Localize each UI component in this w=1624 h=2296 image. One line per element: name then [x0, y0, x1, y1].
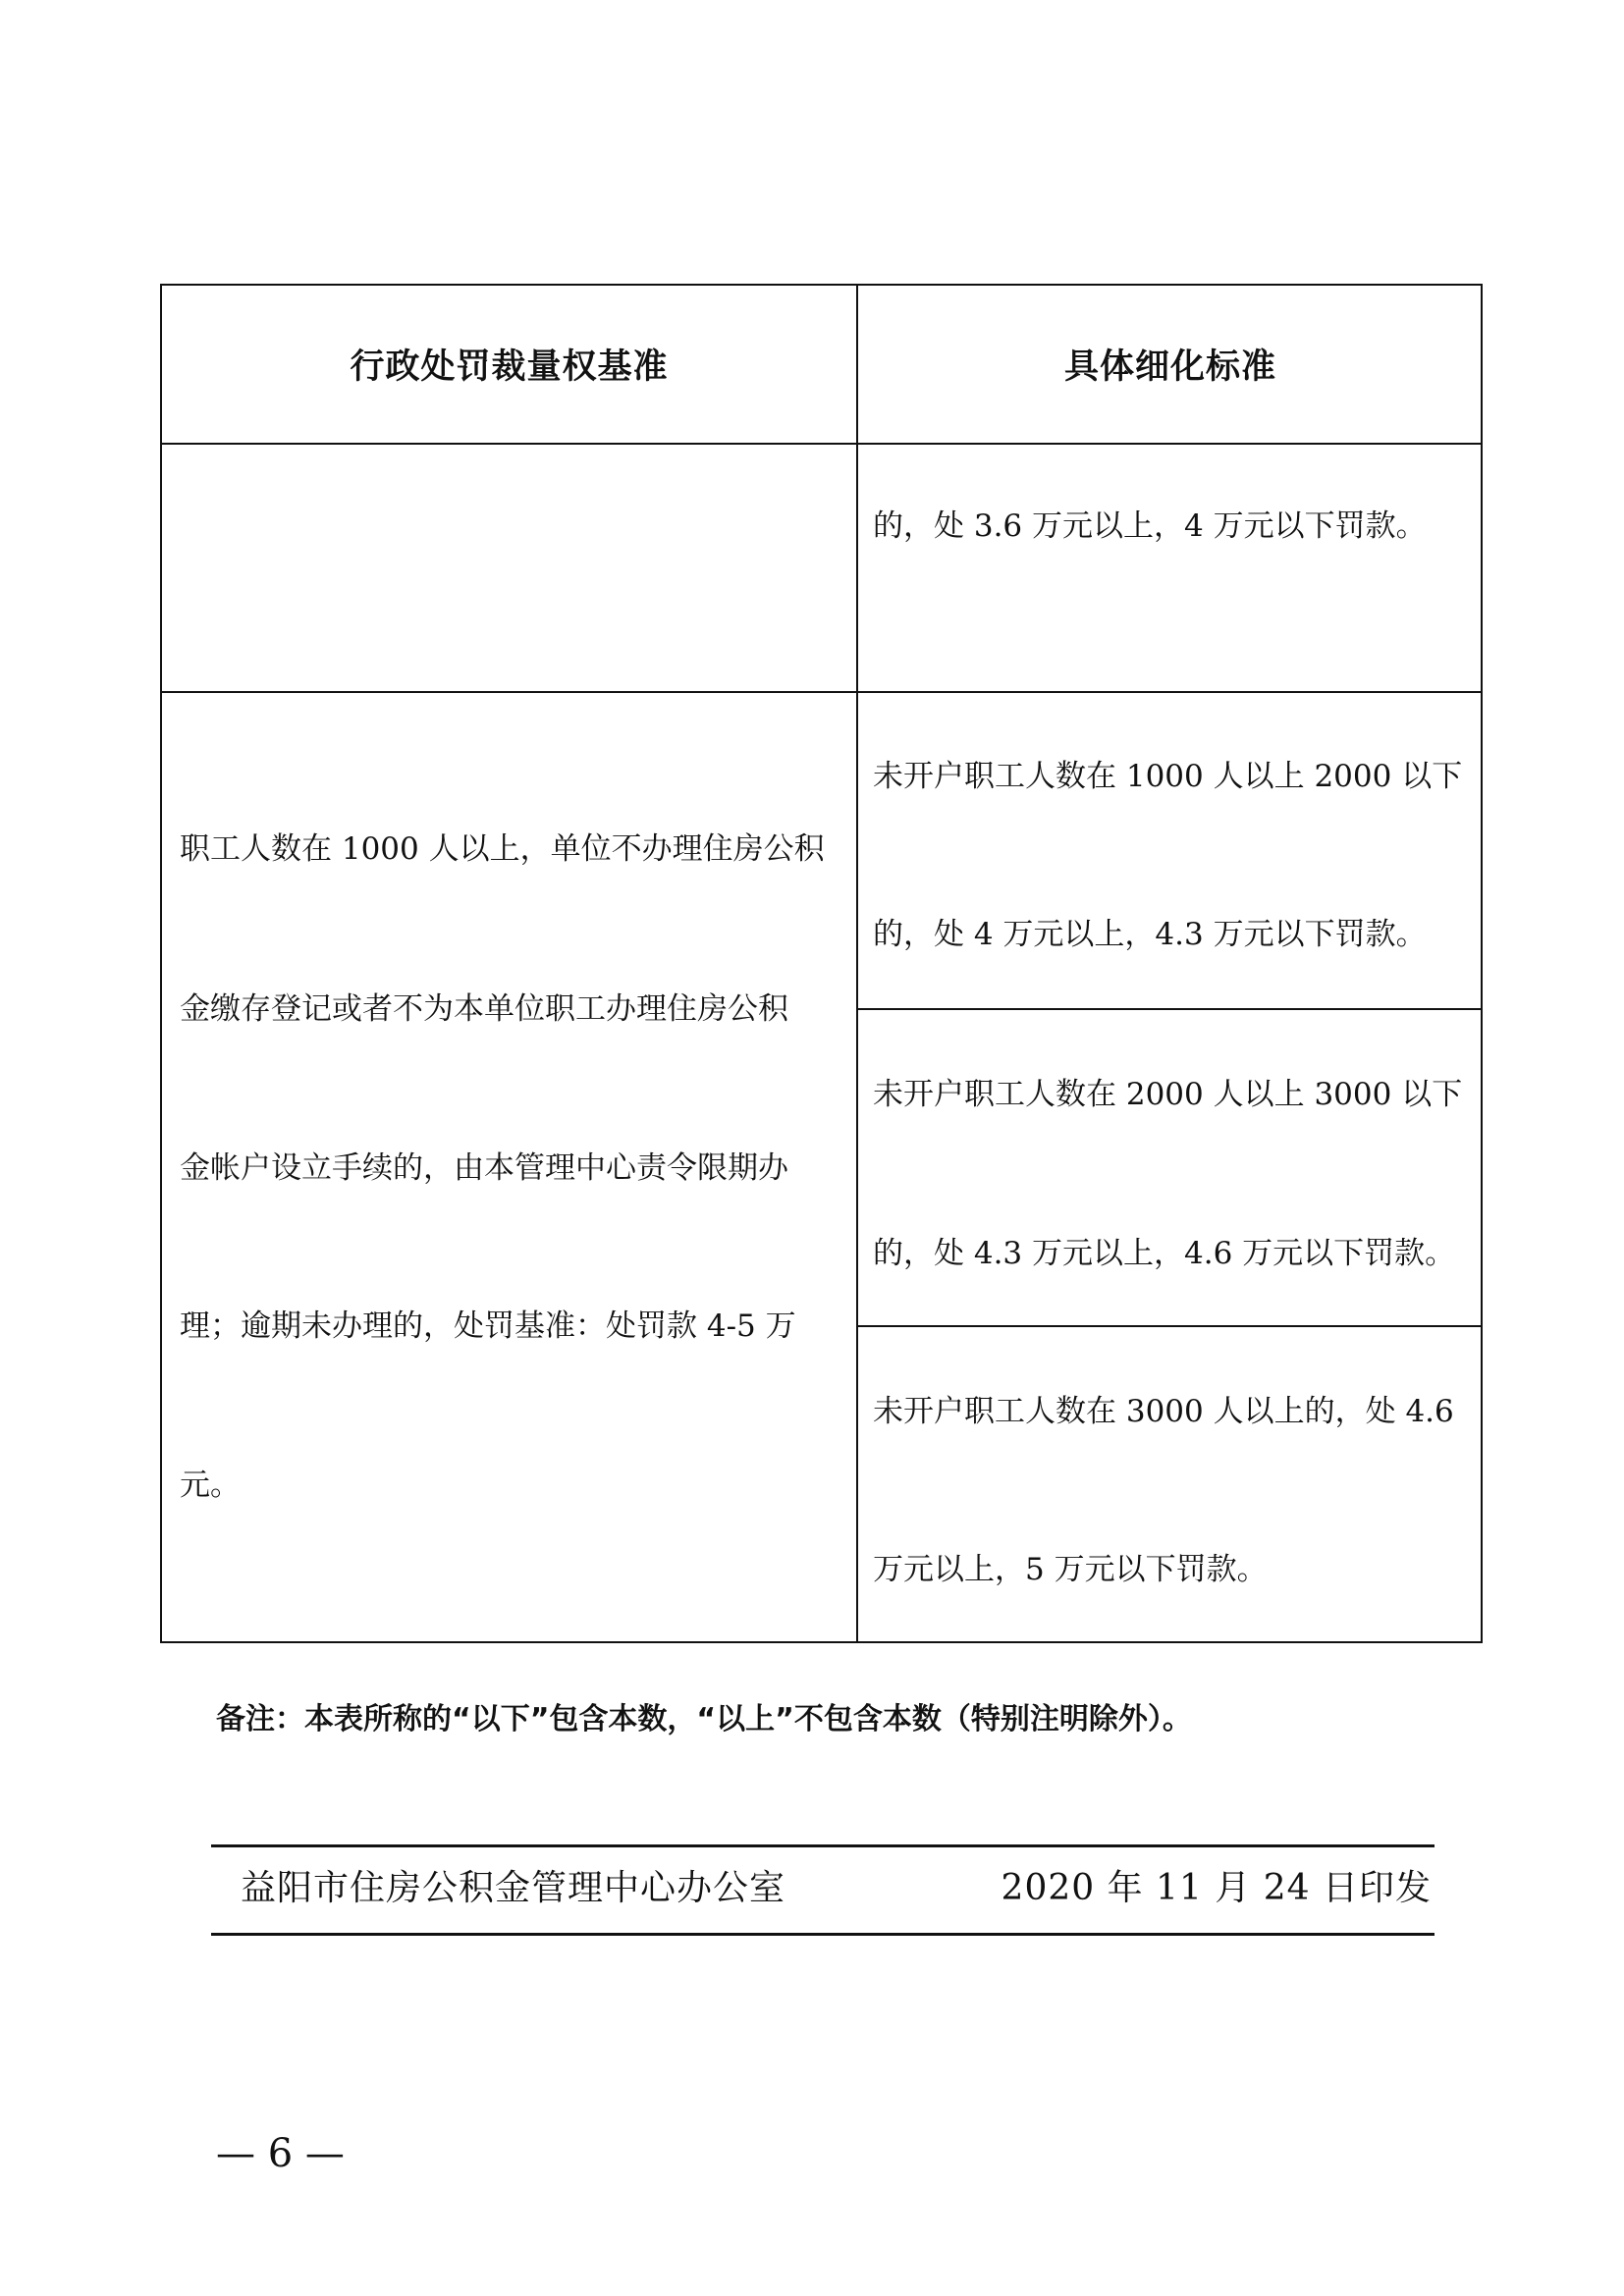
row2-right-item-1-line1: 未开户职工人数在 1000 人以上 2000 以下	[873, 759, 1463, 794]
table-column-divider	[856, 286, 858, 1641]
row2-right-divider-2	[858, 1325, 1483, 1327]
table-header-discretion-standard: 行政处罚裁量权基准	[350, 347, 669, 387]
row2-right-item-3-line1: 未开户职工人数在 3000 人以上的，处 4.6	[873, 1394, 1454, 1429]
issue-date: 2020 年 11 月 24 日印发	[1001, 1868, 1432, 1908]
table-footnote: 备注：本表所称的“以下”包含本数，“以上”不包含本数（特别注明除外）。	[216, 1702, 1192, 1736]
penalty-standards-table	[160, 284, 1483, 1643]
row2-left-line: 元。	[180, 1468, 241, 1503]
row2-right-divider-1	[858, 1008, 1483, 1010]
row2-left-line: 金帐户设立手续的，由本管理中心责令限期办	[180, 1150, 788, 1186]
table-row1-divider	[162, 691, 1481, 693]
row2-right-item-2-line1: 未开户职工人数在 2000 人以上 3000 以下	[873, 1077, 1463, 1112]
issuing-office: 益阳市住房公积金管理中心办公室	[241, 1868, 786, 1908]
row2-left-line: 职工人数在 1000 人以上，单位不办理住房公积	[180, 831, 825, 867]
imprint-bottom-rule	[211, 1933, 1435, 1936]
row2-right-item-2-line2: 的，处 4.3 万元以上，4.6 万元以下罚款。	[873, 1236, 1456, 1271]
imprint-top-rule	[211, 1844, 1435, 1847]
row2-right-item-1-line2: 的，处 4 万元以上，4.3 万元以下罚款。	[873, 917, 1427, 952]
row2-left-line: 理；逾期未办理的，处罚基准：处罚款 4-5 万	[180, 1308, 796, 1344]
page-number: — 6 —	[216, 2131, 345, 2176]
table-header-divider	[162, 443, 1481, 445]
row2-left-line: 金缴存登记或者不为本单位职工办理住房公积	[180, 991, 788, 1027]
table-header-detailed-standard: 具体细化标准	[1063, 347, 1276, 387]
row2-right-item-3-line2: 万元以上，5 万元以下罚款。	[873, 1552, 1268, 1587]
row1-right-text: 的，处 3.6 万元以上，4 万元以下罚款。	[873, 508, 1427, 544]
